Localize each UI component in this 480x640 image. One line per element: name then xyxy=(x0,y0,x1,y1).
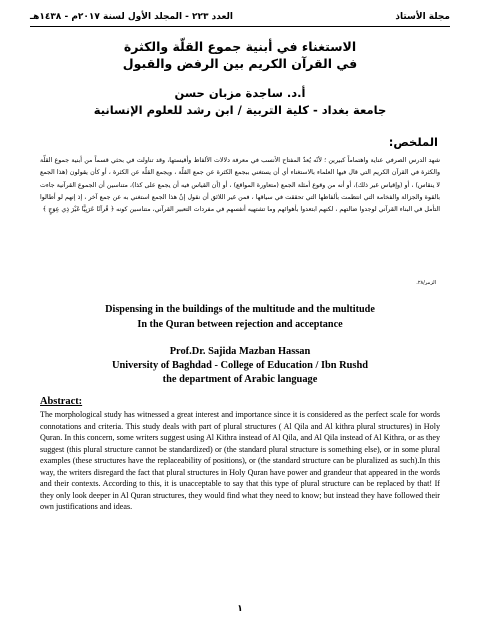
english-abstract-body: The morphological study has witnessed a great interest and importance since it is considered as the perfect scale for words connotations and criteria. This study deals with part of plural structures ( Al Qila and Al kithra plural structures) in Holy Quran. In this concern, some writers suggest using Al Kithra instead of Al Qila, and Al Qila instead of Al Kithra, or as they suggest (this plural structure cannot be standardized) or (the standard plural structure is something else), or in some plural examples (these structures have the replaceability of positions), or (the standard structure can be pluralized as such).In this way, the writers disregard the fact that plural structures in Holy Quran have power and grandeur that appeared in the words and their contexts. According to this, it is unacceptable to say that this type of plural structure can be replaced by that! If they only look deeper in Al Quran structures, they would find what they need to know; but instead they have followed their own justifications and ideas. xyxy=(40,410,440,511)
issue-info: العدد ٢٢٣ - المجلد الأول لسنة ٢٠١٧م - ١٤٣٨هـ xyxy=(30,12,234,22)
english-title-line-2: In the Quran between rejection and acceptance xyxy=(137,319,343,330)
arabic-title-line-1: الاستغناء في أبنية جموع القلّة والكثرة xyxy=(123,39,357,54)
running-header xyxy=(30,10,450,26)
arabic-author-block xyxy=(40,85,440,119)
arabic-abstract-body: شهد الدرس الصرفي عناية واهتماماً كبيرين ؛ لأنّه يُعدّ المفتاح الأنسب في معرفة دلالات الألفاظ وأقيستها، وقد تناولت في بحثي قسماً من أبنية جموع القلّة والكثرة في القرآن الكريم التي قال فيها العلماء بالاستغناء أي أن يستغني ببجمع الكثرة عن جمع القلّة ، ويجمع القلّة عن الكثرة ، أو كأن يقولون (هذا الجمع لا ينقاس) ، أو (وإقياس غير ذلك)، أو أنه من وقوع أمثلة الجمع (متعاورة المواقع) ، أو (أن القياس فيه أن يجمع على كذا)، متناسين أن الجموع القرآنية جاءت بالقوة والجزالة والفخامة التي انتظمت بألفاظها التي تحققت في سياقها ، فمن غير اللائق أن نقول إنّ هذا الجمع استغني به عن جمع آخر ، إذ إنهم لو أطالوا التأمل في البناء القرآني لوجدوا ضالتهم ، لكنهم ابتعدوا بأهوائهم وما تشتهيه أنفسهم في مفردات التعبير القرآني، متناسين كونه ﴿ قُرآنًا عَرَبِيًّا غَيْرَ ذِي عِوَجٍ ﴾ xyxy=(40,157,440,214)
arabic-footnote-reference: الزمر/٢٨. xyxy=(416,280,436,286)
arabic-affiliation: جامعة بغداد - كلية التربية / ابن رشد للعلوم الإنسانية xyxy=(93,103,387,117)
arabic-title xyxy=(40,38,440,72)
arabic-abstract-heading: الملخص: xyxy=(388,135,438,149)
english-department: the department of Arabic language xyxy=(162,374,318,385)
arabic-title-line-2: في القرآن الكريم بين الرفض والقبول xyxy=(122,56,358,71)
header-rule xyxy=(30,26,450,27)
english-abstract-heading: Abstract: xyxy=(40,396,83,407)
english-title xyxy=(40,302,440,332)
journal-name: مجلة الأستاذ xyxy=(395,12,450,22)
page-number: ١ xyxy=(237,604,243,614)
arabic-author-name: أ.د. ساجدة مزبان حسن xyxy=(174,86,306,100)
english-affiliation: University of Baghdad - College of Education / Ibn Rushd xyxy=(111,360,369,371)
english-author-block xyxy=(40,345,440,387)
english-title-line-1: Dispensing in the buildings of the multitude and the multitude xyxy=(105,304,375,315)
english-author-name: Prof.Dr. Sajida Mazban Hassan xyxy=(169,346,311,357)
